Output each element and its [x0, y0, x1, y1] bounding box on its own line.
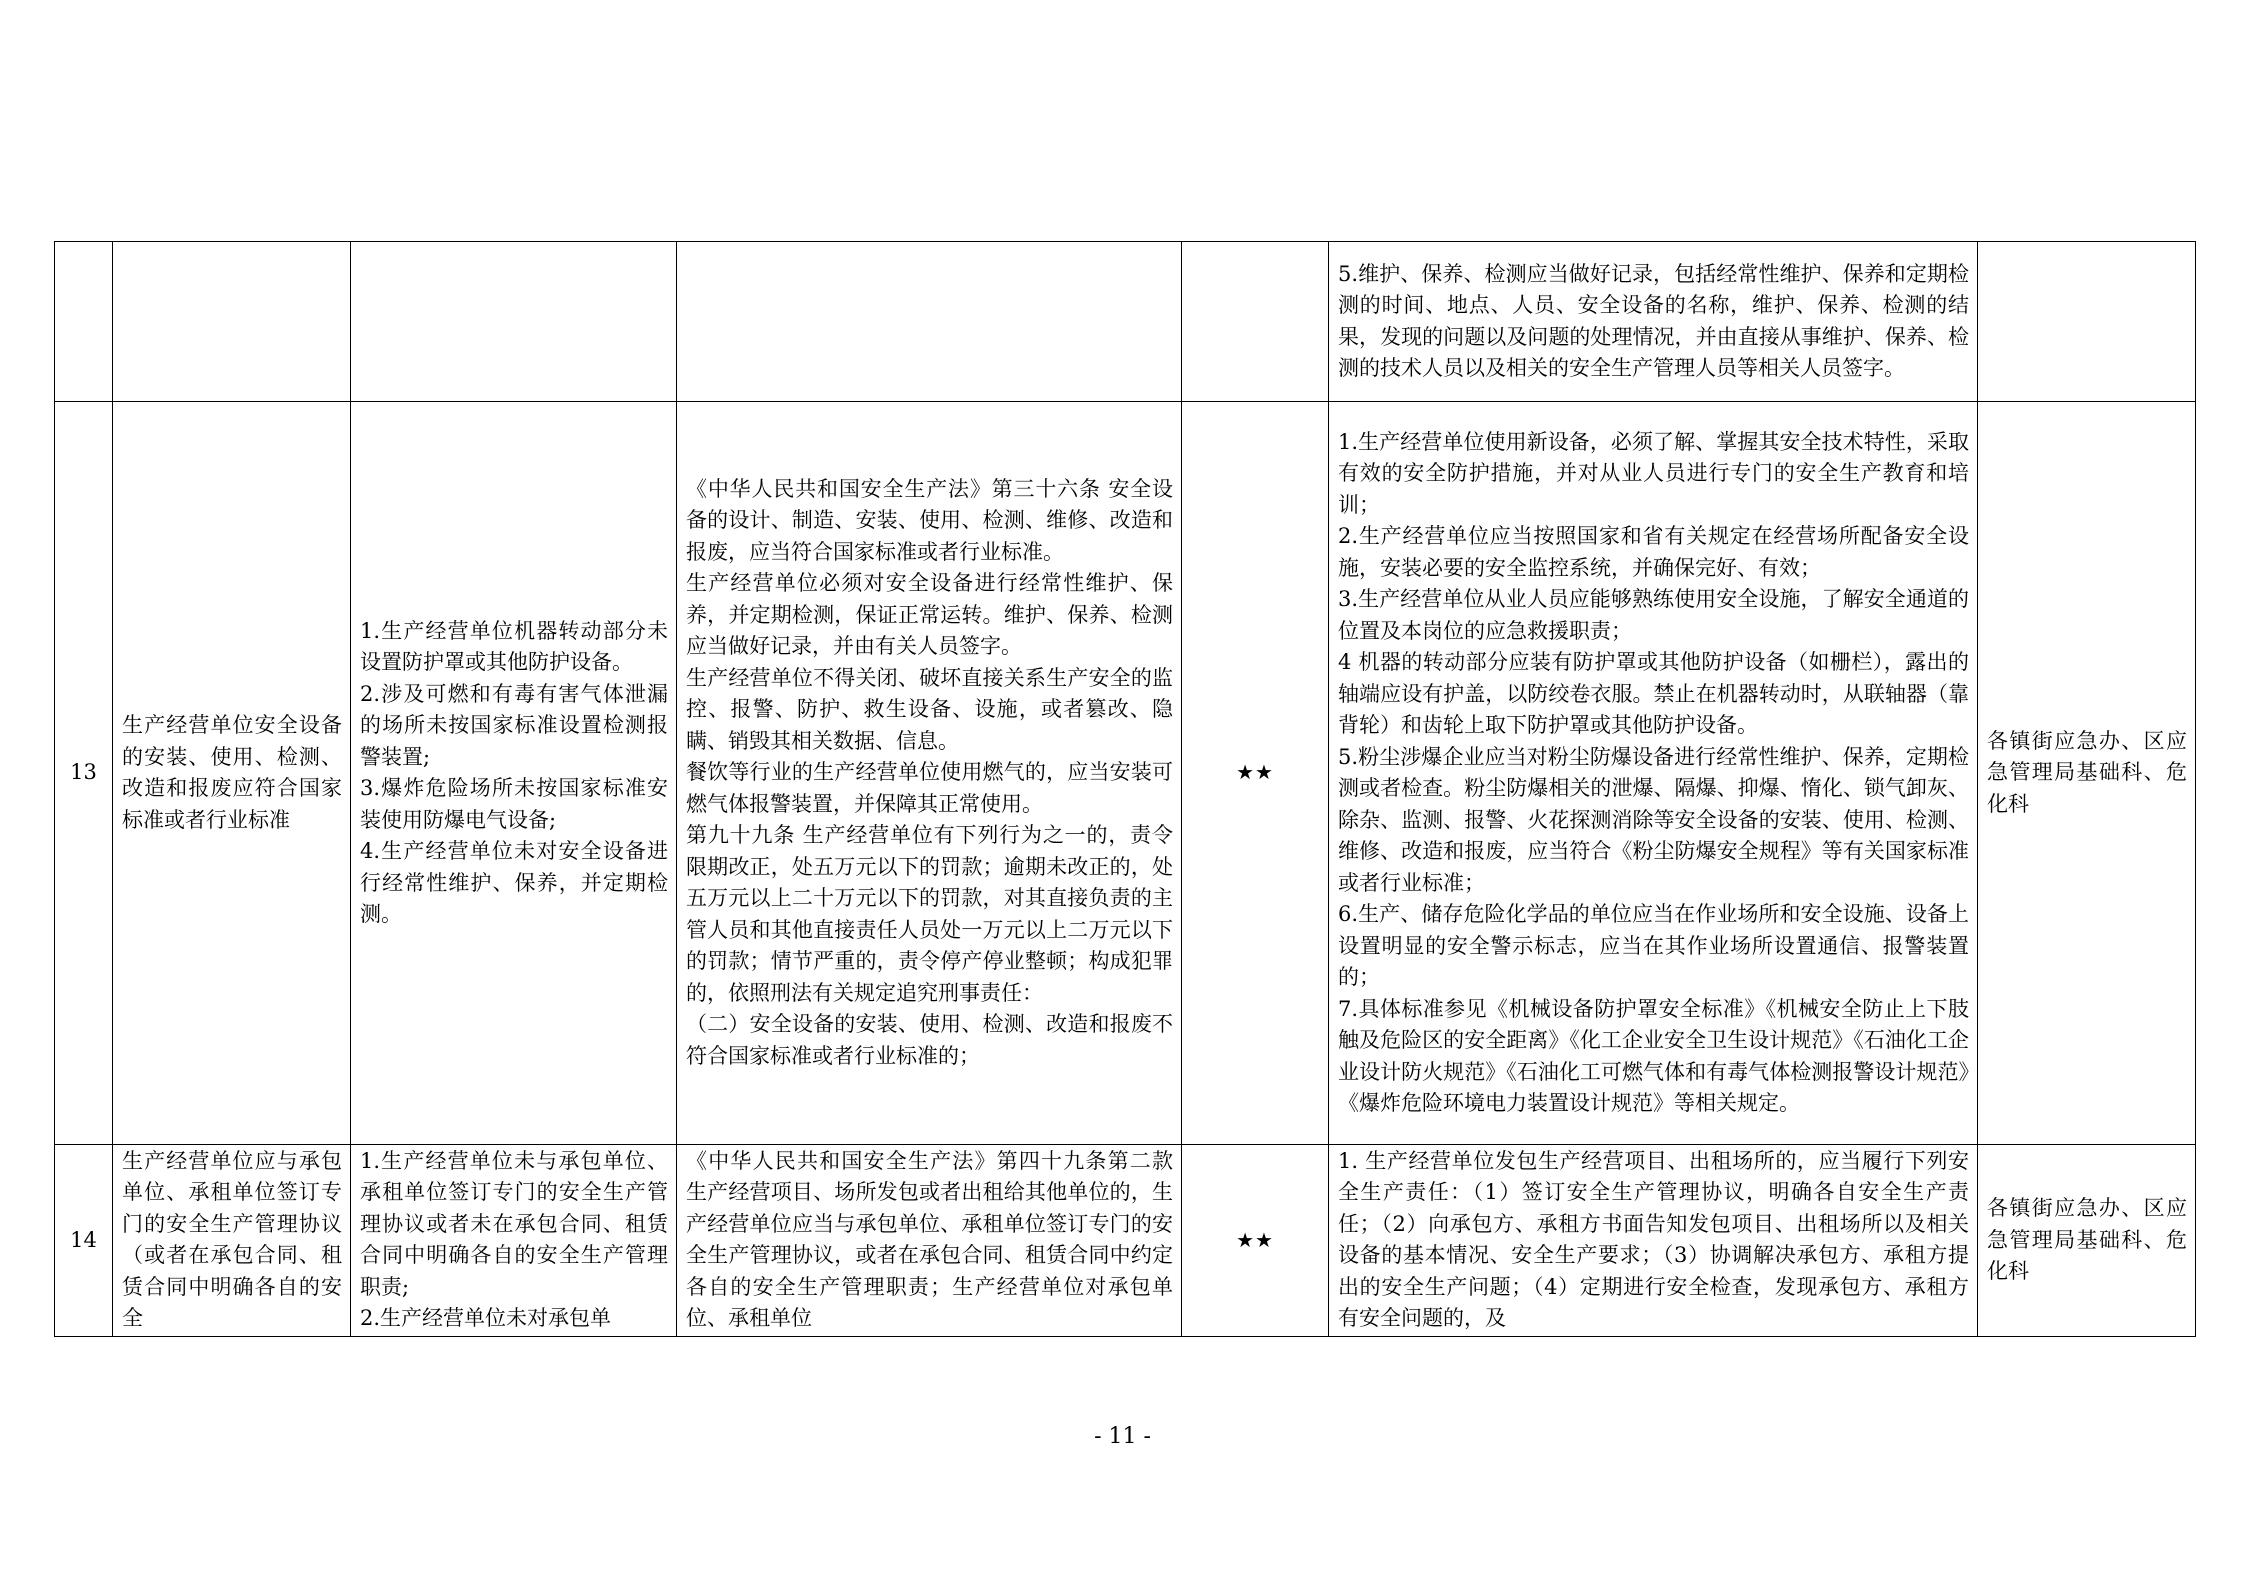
- risk-level-stars: ★★: [1236, 1227, 1274, 1252]
- basis-text: 《中华人民共和国安全生产法》第四十九条第二款 生产经营项目、场所发包或者出租给其他单位的，生产经营单位应当与承包单位、承租单位签订专门的安全生产管理协议，或者在承包合同、租赁合同中约定各自的安全生产管理职责；生产经营单位对承包单位、承租单位: [686, 1148, 1180, 1330]
- standard-text: 1. 生产经营单位发包生产经营项目、出租场所的，应当履行下列安全生产责任：（1）签订安全生产管理协议，明确各自安全生产责任；（2）向承包方、承租方书面告知发包项目、出租场所以及相关设备的基本情况、安全生产要求；（3）协调解决承包方、承租方提出的安全生产问题；（4）定期进行安全检查，发现承包方、承租方有安全问题的，及: [1338, 1148, 1969, 1330]
- department-text: 各镇街应急办、区应急管理局基础科、危化科: [1987, 1196, 2187, 1284]
- inspection-table: [54, 241, 2196, 1337]
- item-cell: [113, 242, 351, 402]
- level-cell: [1182, 242, 1329, 402]
- item-cell: [113, 1145, 351, 1337]
- table-row: [55, 242, 2196, 402]
- row-number: 14: [70, 1227, 97, 1252]
- item-text: 生产经营单位安全设备的安装、使用、检测、改造和报废应符合国家标准或者行业标准: [122, 713, 342, 832]
- basis-text: 《中华人民共和国安全生产法》第三十六条 安全设备的设计、制造、安装、使用、检测、维修、改造和报废，应当符合国家标准或者行业标准。 生产经营单位必须对安全设备进行经常性维护、保养，并定期检测，保证正常运转。维护、保养、检测应当做好记录，并由有关人员签字。 生产经营单位不得关闭、破坏直接关系生产安全的监控、报警、防护、救生设备、设施，或者篡改、隐瞒、销毁其相关数据、信息。 餐饮等行业的生产经营单位使用燃气的，应当安装可燃气体报警装置，并保障其正常使用。 第九十九条 生产经营单位有下列行为之一的，责令限期改正，处五万元以下的罚款；逾期未改正的，处五万元以上二十万元以下的罚款，对其直接负责的主管人员和其他直接责任人员处一万元以上二万元以下的罚款；情节严重的，责令停产停业整顿；构成犯罪的，依照刑法有关规定追究刑事责任： （二）安全设备的安装、使用、检测、改造和报废不符合国家标准或者行业标准的；: [686, 476, 1173, 1068]
- violation-cell: [351, 1145, 677, 1337]
- department-cell: [1978, 402, 2196, 1145]
- level-cell: [1182, 402, 1329, 1145]
- basis-cell: [677, 402, 1182, 1145]
- standard-text: 1.生产经营单位使用新设备，必须了解、掌握其安全技术特性，采取有效的安全防护措施，并对从业人员进行专门的安全生产教育和培训； 2.生产经营单位应当按照国家和省有关规定在经营场所配备安全设施，安装必要的安全监控系统，并确保完好、有效； 3.生产经营单位从业人员应能够熟练使用安全设施，了解安全通道的位置及本岗位的应急救援职责； 4 机器的转动部分应装有防护罩或其他防护设备（如栅栏），露出的轴端应设有护盖，以防绞卷衣服。禁止在机器转动时，从联轴器（靠背轮）和齿轮上取下防护罩或其他防护设备。 5.粉尘涉爆企业应当对粉尘防爆设备进行经常性维护、保养，定期检测或者检查。粉尘防爆相关的泄爆、隔爆、抑爆、惰化、锁气卸灰、除杂、监测、报警、火花探测消除等安全设备的安装、使用、检测、维修、改造和报废，应当符合《粉尘防爆安全规程》等有关国家标准或者行业标准； 6.生产、储存危险化学品的单位应当在作业场所和安全设施、设备上设置明显的安全警示标志，应当在其作业场所设置通信、报警装置的； 7.具体标准参见《机械设备防护罩安全标准》《机械安全防止上下肢触及危险区的安全距离》《化工企业安全卫生设计规范》《石油化工企业设计防火规范》《石油化工可燃气体和有毒气体检测报警设计规范》《爆炸危险环境电力装置设计规范》等相关规定。: [1338, 429, 1969, 1115]
- row-number-cell: [55, 242, 113, 402]
- item-text: 生产经营单位应与承包单位、承租单位签订专门的安全生产管理协议（或者在承包合同、租赁合同中明确各自的安全: [122, 1148, 342, 1330]
- item-cell: [113, 402, 351, 1145]
- level-cell: [1182, 1145, 1329, 1337]
- row-number-cell: [55, 1145, 113, 1337]
- department-cell: [1978, 242, 2196, 402]
- risk-level-stars: ★★: [1236, 760, 1274, 785]
- department-cell: [1978, 1145, 2196, 1337]
- row-number-cell: [55, 402, 113, 1145]
- violation-text: 1.生产经营单位机器转动部分未设置防护罩或其他防护设备。 2.涉及可燃和有毒有害气体泄漏的场所未按国家标准设置检测报警装置; 3.爆炸危险场所未按国家标准安装使用防爆电气设备; 4.生产经营单位未对安全设备进行经常性维护、保养，并定期检测。: [360, 618, 668, 926]
- row-number: 13: [70, 760, 97, 785]
- page-number: - 11 -: [1094, 1424, 1151, 1449]
- standard-cell: [1329, 1145, 1978, 1337]
- basis-cell: [677, 242, 1182, 402]
- violation-text: 1.生产经营单位未与承包单位、承租单位签订专门的安全生产管理协议或者未在承包合同、租赁合同中明确各自的安全生产管理职责; 2.生产经营单位未对承包单: [360, 1148, 668, 1330]
- department-text: 各镇街应急办、区应急管理局基础科、危化科: [1987, 728, 2187, 816]
- table-row: [55, 1145, 2196, 1337]
- standard-cell: [1329, 402, 1978, 1145]
- basis-cell: [677, 1145, 1182, 1337]
- standard-text: 5.维护、保养、检测应当做好记录，包括经常性维护、保养和定期检测的时间、地点、人员、安全设备的名称，维护、保养、检测的结果，发现的问题以及问题的处理情况，并由直接从事维护、保养、检测的技术人员以及相关的安全生产管理人员等相关人员签字。: [1338, 261, 1969, 380]
- standard-cell: [1329, 242, 1978, 402]
- violation-cell: [351, 402, 677, 1145]
- table-row: [55, 402, 2196, 1145]
- violation-cell: [351, 242, 677, 402]
